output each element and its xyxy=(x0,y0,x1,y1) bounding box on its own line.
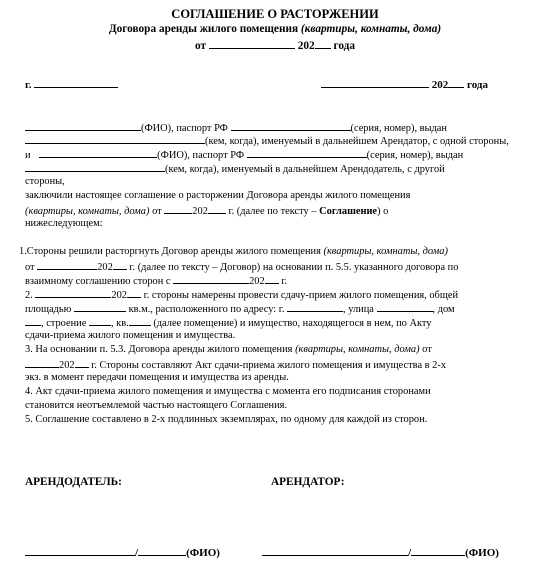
landlord-name-blank xyxy=(138,545,186,556)
line7-year-blank xyxy=(208,203,226,214)
c3-date-blank xyxy=(25,357,59,368)
clause-1-line-1 xyxy=(19,245,448,258)
c2-house-label: , дом xyxy=(432,304,455,315)
date-year: 202 xyxy=(297,40,315,52)
landlord-signature-blank xyxy=(25,545,135,556)
c1-date-blank xyxy=(37,259,97,270)
c2-area-label: площадью xyxy=(25,304,72,315)
party-line-2 xyxy=(25,133,509,148)
place-year: 202 xyxy=(431,79,449,91)
and-label: и xyxy=(25,150,31,161)
tenant-series-label: (серия, номер), выдан xyxy=(350,123,447,134)
landlord-issued-blank xyxy=(25,161,165,172)
tenant-fio-blank xyxy=(25,120,141,131)
clause-3-line-1 xyxy=(25,343,432,356)
clause-4-line-2: становится неотъемлемой частью настоящего Соглашения. xyxy=(25,400,288,411)
tenant-heading: АРЕНДАТОР: xyxy=(271,476,345,488)
line7-date-blank xyxy=(164,203,192,214)
c1-year: 202 xyxy=(97,262,113,273)
c1-rest: г. (далее по тексту – Договор) на основании п. 5.5. указанного договора по xyxy=(129,262,459,273)
line7-end: ) о xyxy=(377,206,389,217)
c1-mutual-year: 202 xyxy=(249,276,265,287)
party-line-4 xyxy=(25,161,445,176)
clause-1-line-3 xyxy=(25,273,287,288)
line7-bold: Соглашение xyxy=(319,206,378,217)
tenant-name-blank xyxy=(411,545,465,556)
date-suffix: года xyxy=(333,40,356,52)
c2-year-blank xyxy=(127,287,141,298)
city-line xyxy=(25,77,118,92)
c1-mutual: взаимному соглашению сторон с xyxy=(25,276,171,287)
party-line-7 xyxy=(25,203,388,218)
clause-4-line-1: 4. Акт сдачи-приема жилого помещения и имущества с момента его подписания сторонами xyxy=(25,386,431,397)
c2-apt-label: , кв. xyxy=(110,318,129,329)
city-blank xyxy=(34,77,118,88)
date-from-label: от xyxy=(194,40,207,52)
line7-year: 202 xyxy=(192,206,208,217)
tenant-slash: / xyxy=(408,547,412,559)
c1-from: от xyxy=(25,262,35,273)
landlord-heading: АРЕНДОДАТЕЛЬ: xyxy=(25,476,122,488)
c2-rest: г. стороны намерены провести сдачу-прием жилого помещения, общей xyxy=(143,290,459,301)
tenant-issued-blank xyxy=(25,133,205,144)
c2-street-blank xyxy=(377,301,433,312)
line7-rest: г. (далее по тексту – xyxy=(228,206,317,217)
c2-year: 202 xyxy=(111,290,127,301)
subtitle-bold: Договора аренды жилого помещения xyxy=(108,23,299,35)
landlord-series-label: (серия, номер), выдан xyxy=(366,150,464,161)
clause-2-line-1 xyxy=(25,287,458,302)
clause-3-line-2 xyxy=(25,357,446,372)
party-line-8: нижеследующем: xyxy=(25,218,103,229)
place-year-blank xyxy=(448,77,464,88)
line7-italic: (квартиры, комнаты, дома) xyxy=(25,206,150,217)
party-line-6: заключили настоящее соглашение о расторжении Договора аренды жилого помещения xyxy=(25,190,411,201)
landlord-passport-label: (ФИО), паспорт РФ xyxy=(157,150,245,161)
c2-building-label: , строение xyxy=(41,318,87,329)
c3-rest: г. Стороны составляют Акт сдачи-приема жилого помещения и имущества в 2-х xyxy=(91,360,447,371)
landlord-fio-blank xyxy=(39,147,157,158)
clause-1-line-2 xyxy=(25,259,458,274)
c2-building-blank xyxy=(89,315,111,326)
c3-italic: (квартиры, комнаты, дома) xyxy=(295,344,420,355)
tenant-passport-label: (ФИО), паспорт РФ xyxy=(141,123,228,134)
landlord-role-text: (кем, когда), именуемый в дальнейшем Арендодатель, с другой xyxy=(165,164,445,175)
tenant-role-text: (кем, когда), именуемый в дальнейшем Арендатор, с одной стороны, xyxy=(205,136,509,147)
document-subtitle xyxy=(0,23,550,36)
c1-italic: (квартиры, комнаты, дома) xyxy=(323,246,448,257)
c2-city-blank xyxy=(287,301,343,312)
c1-year-blank xyxy=(113,259,127,270)
clause-3-line-3: экз. в момент передачи помещения и имущества из аренды. xyxy=(25,372,289,383)
tenant-signature-blank xyxy=(262,545,408,556)
c1-text: 1.Стороны решили расторгнуть Договор аренды жилого помещения xyxy=(19,246,321,257)
city-label: г. xyxy=(25,79,32,91)
tenant-passport-blank xyxy=(231,120,351,131)
line7-from: от xyxy=(152,206,162,217)
day-month-blank xyxy=(321,77,429,88)
landlord-fio-label: (ФИО) xyxy=(186,547,220,559)
year-blank xyxy=(315,38,331,49)
c3-text: 3. На основании п. 5.3. Договора аренды жилого помещения xyxy=(25,344,293,355)
place-date-line xyxy=(321,77,488,92)
c2-address-label: кв.м., расположенного по адресу: г. xyxy=(128,304,285,315)
party-line-3 xyxy=(25,147,463,162)
c2-property-text: (далее помещение) и имущество, находящегося в нем, по Акту xyxy=(153,318,432,329)
c3-year: 202 xyxy=(59,360,75,371)
clause-5: 5. Соглашение составлено в 2-х подлинных экземплярах, по одному для каждой из сторон. xyxy=(25,414,428,425)
c2-apt-blank xyxy=(129,315,151,326)
c3-from: от xyxy=(422,344,432,355)
tenant-signature-line xyxy=(262,545,499,560)
landlord-slash: / xyxy=(135,547,139,559)
c2-street-label: , улица xyxy=(343,304,374,315)
document-title: СОГЛАШЕНИЕ О РАСТОРЖЕНИИ xyxy=(171,7,379,21)
c1-mutual-year-blank xyxy=(265,273,279,284)
place-year-suffix: года xyxy=(467,79,488,91)
landlord-signature-line xyxy=(25,545,220,560)
clause-2-line-4: сдачи-приема жилого помещения и имущества. xyxy=(25,330,236,341)
landlord-passport-blank xyxy=(247,147,367,158)
clause-2-line-2 xyxy=(25,301,455,316)
tenant-fio-label: (ФИО) xyxy=(465,547,499,559)
c1-mutual-blank xyxy=(173,273,249,284)
subtitle-italic: (квартиры, комнаты, дома) xyxy=(300,23,442,35)
c2-date-blank xyxy=(35,287,111,298)
c2-house-blank xyxy=(25,315,41,326)
c1-mutual-end: г. xyxy=(281,276,287,287)
date-blank xyxy=(209,38,295,49)
c2-area-blank xyxy=(74,301,126,312)
document-date-line xyxy=(0,38,550,53)
c2-number: 2. xyxy=(25,290,33,301)
party-line-5: стороны, xyxy=(25,176,65,187)
c3-year-blank xyxy=(75,357,89,368)
clause-2-line-3 xyxy=(25,315,431,330)
